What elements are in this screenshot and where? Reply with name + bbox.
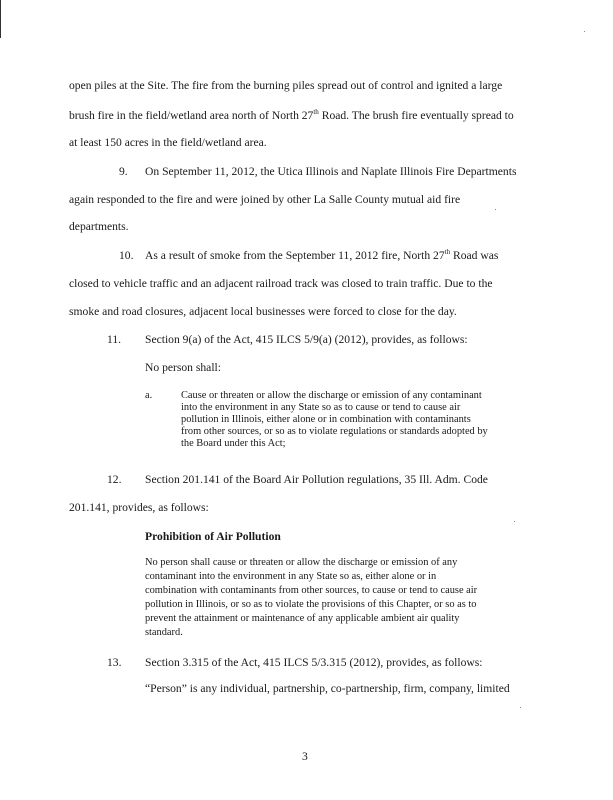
para9-number: 9. [119, 165, 128, 178]
para8-line2-sup: th [313, 108, 319, 116]
para12-heading: Prohibition of Air Pollution [145, 530, 281, 543]
scan-speck [514, 521, 515, 522]
para10-line2: closed to vehicle traffic and an adjacent railroad track was closed to train traffic. Due to the [69, 277, 493, 290]
para9-line2: again responded to the fire and were joined by other La Salle County mutual aid fire [69, 193, 461, 206]
para12-quote-line: prevent the attainment or maintenance of any applicable ambient air quality [145, 613, 460, 624]
scan-speck [584, 31, 585, 32]
para12-quote-line: standard. [145, 627, 183, 638]
para12-quote-line: pollution in Illinois, or so as to violate the provisions of this Chapter, or so as to [145, 599, 477, 610]
para8-line2 [69, 109, 514, 123]
para12-line1: Section 201.141 of the Board Air Pollution regulations, 35 Ill. Adm. Code [145, 473, 488, 486]
para10-line1-sup: th [444, 248, 451, 256]
para12-line2: 201.141, provides, as follows: [69, 501, 209, 514]
para11-item-line: Cause or threaten or allow the discharge or emission of any contaminant [181, 390, 482, 401]
para8-line2-post: Road. The brush fire eventually spread to [318, 109, 514, 122]
para11-no-person: No person shall: [145, 361, 221, 374]
para11-item-line: from other sources, or so as to violate regulations or standards adopted by [181, 426, 488, 437]
para11-item-line: into the environment in any State so as to cause or tend to cause air [181, 402, 461, 413]
scan-edge-mark [0, 0, 1, 38]
para13-number: 13. [107, 656, 122, 669]
para10-line1-pre: As a result of smoke from the September 11, 2012 fire, North 27 [145, 249, 445, 262]
para10-number: 10. [119, 249, 134, 262]
para11-item-line: pollution in Illinois, either alone or in combination with contaminants [181, 414, 471, 425]
scan-speck [495, 209, 496, 210]
para13-line2: “Person” is any individual, partnership, co-partnership, firm, company, limited [145, 682, 510, 695]
para11-intro: Section 9(a) of the Act, 415 ILCS 5/9(a) (2012), provides, as follows: [145, 333, 468, 346]
para12-quote-line: contaminant into the environment in any State so as, either alone or in [145, 571, 437, 582]
para10-line1-post: Road was [450, 249, 499, 262]
para12-number: 12. [107, 473, 122, 486]
para11-item-line: the Board under this Act; [181, 438, 286, 449]
para12-quote-line: No person shall cause or threaten or allow the discharge or emission of any [145, 557, 458, 568]
para8-line2-pre: brush fire in the field/wetland area north of North 27 [69, 109, 314, 122]
para9-line1: On September 11, 2012, the Utica Illinois and Naplate Illinois Fire Departments [145, 165, 517, 178]
para11-number: 11. [107, 333, 122, 346]
scan-speck [520, 707, 521, 708]
para10-line3: smoke and road closures, adjacent local businesses were forced to close for the day. [69, 305, 457, 318]
para12-quote-line: combination with contaminants from other sources, to cause or tend to cause air [145, 585, 478, 596]
para11-item-letter: a. [145, 390, 153, 401]
para10-line1 [145, 249, 498, 263]
page-number: 3 [302, 750, 308, 763]
para9-line3: departments. [69, 220, 129, 233]
para13-line1: Section 3.315 of the Act, 415 ILCS 5/3.315 (2012), provides, as follows: [145, 656, 483, 669]
para8-line1: open piles at the Site. The fire from the burning piles spread out of control and ignited a large [69, 79, 503, 92]
para8-line3: at least 150 acres in the field/wetland area. [69, 136, 267, 149]
